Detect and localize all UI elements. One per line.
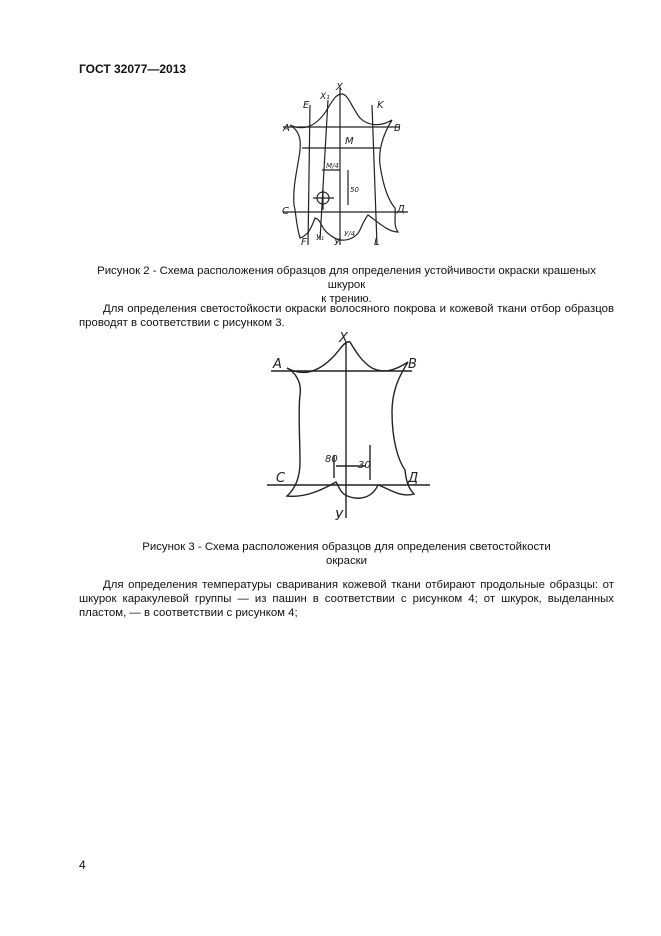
pelt-outline [290, 94, 398, 240]
label-d: Д [408, 471, 419, 486]
label-x: X [336, 82, 343, 93]
label-k: K [377, 100, 384, 111]
label-a: A [283, 123, 290, 134]
label-50: 50 [350, 186, 359, 194]
label-80: 80 [325, 454, 338, 465]
figure-2-caption-line-1: Рисунок 2 - Схема расположения образцов для определения устойчивости окраски крашеных шкурок [97, 265, 596, 291]
label-e: E [303, 100, 310, 111]
label-30: 30 [358, 460, 371, 471]
label-y: У [334, 237, 341, 248]
line-k-l [372, 105, 377, 245]
label-b: B [394, 123, 401, 134]
label-l: L [374, 237, 380, 248]
label-c: C [282, 206, 289, 217]
label-d: Д [397, 204, 405, 215]
label-x: X [339, 331, 348, 346]
label-y1: У₁ [316, 233, 325, 242]
figure-3-caption [79, 540, 614, 568]
figure-3-caption-line-2: окраски [325, 555, 368, 567]
pelt-outline [287, 342, 414, 498]
label-m4: M/4 [326, 162, 339, 170]
figure-2-caption [79, 264, 614, 306]
page-number: 4 [79, 858, 86, 872]
paragraph-1: Для определения светостойкости окраски волосяного покрова и кожевой ткани отбор образцов проводят в соответствии с рисунком 3. [79, 303, 614, 330]
label-a: A [273, 357, 282, 372]
figure-3-pelt-diagram [265, 328, 435, 528]
label-x1: X₁ [320, 92, 330, 102]
paragraph-2: Для определения температуры сваривания кожевой ткани отбирают продольные образцы: от шкурок каракулевой группы — из пашин в соответствии с рисунком 4; от шкурок, выделанных пластом, — в соответствии с рисунком 4; [79, 579, 614, 620]
document-code: ГОСТ 32077—2013 [79, 62, 187, 76]
figure-2-pelt-diagram [270, 78, 420, 253]
label-m: M [345, 136, 354, 147]
label-f: F [301, 237, 307, 248]
label-y: У [335, 509, 343, 524]
label-c: C [276, 471, 286, 486]
label-y4: У/4 [344, 230, 356, 238]
figure-3-caption-line-1: Рисунок 3 - Схема расположения образцов для определения светостойкости [142, 541, 551, 553]
label-b: B [408, 357, 417, 372]
figure-2-caption-line-2: к трению. [321, 293, 372, 305]
